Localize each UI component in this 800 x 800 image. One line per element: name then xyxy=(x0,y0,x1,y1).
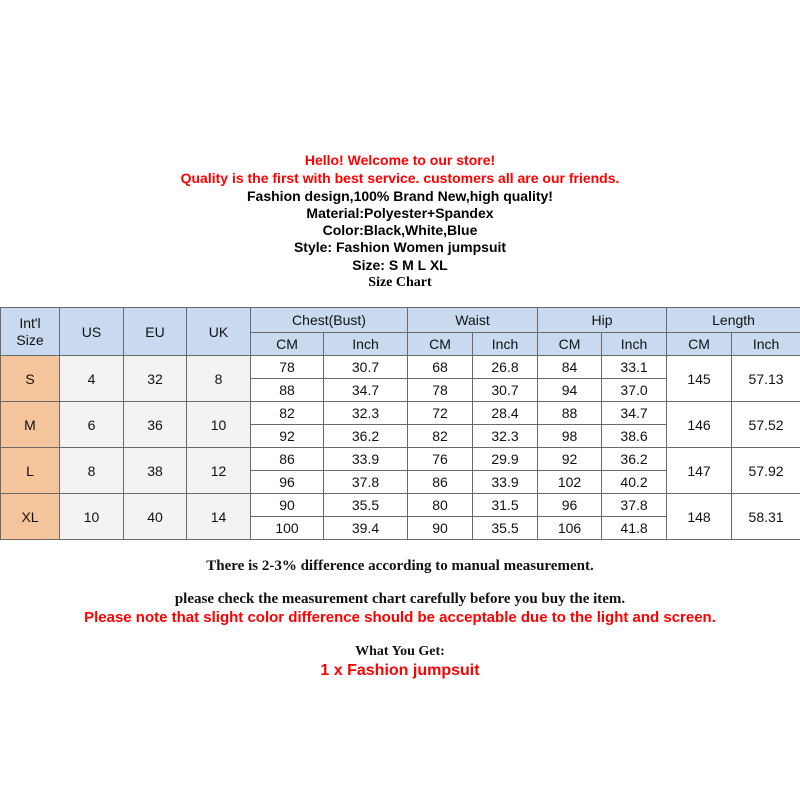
waist-cm-cell: 68 xyxy=(408,356,473,379)
package-item: 1 x Fashion jumpsuit xyxy=(320,662,480,679)
uk-cell: 14 xyxy=(187,494,251,540)
hip-cm-cell: 94 xyxy=(538,379,602,402)
size-cell: M xyxy=(1,402,60,448)
chest-cm-header: CM xyxy=(251,333,324,356)
waist-cm-cell: 72 xyxy=(408,402,473,425)
hip-cm-cell: 98 xyxy=(538,425,602,448)
hip-cm-cell: 96 xyxy=(538,494,602,517)
style-line: Style: Fashion Women jumpsuit xyxy=(293,239,507,255)
us-cell: 6 xyxy=(60,402,124,448)
design-line: Fashion design,100% Brand New,high quality! xyxy=(247,188,553,204)
hip-inch-cell: 40.2 xyxy=(602,471,667,494)
waist-cm-cell: 82 xyxy=(408,425,473,448)
waist-inch-cell: 32.3 xyxy=(473,425,538,448)
chest-cm-cell: 100 xyxy=(251,517,324,540)
waist-header: Waist xyxy=(408,308,538,333)
chest-cm-cell: 86 xyxy=(251,448,324,471)
size-cell: L xyxy=(1,448,60,494)
uk-cell: 10 xyxy=(187,402,251,448)
table-row xyxy=(1,402,800,425)
quality-line: Quality is the first with best service. customers all are our friends. xyxy=(180,170,620,186)
waist-cm-cell: 90 xyxy=(408,517,473,540)
length-cm-header: CM xyxy=(667,333,732,356)
waist-inch-cell: 29.9 xyxy=(473,448,538,471)
length-cm-cell: 148 xyxy=(667,494,732,540)
eu-cell: 38 xyxy=(124,448,187,494)
waist-inch-cell: 30.7 xyxy=(473,379,538,402)
chest-cm-cell: 82 xyxy=(251,402,324,425)
chest-inch-cell: 34.7 xyxy=(324,379,408,402)
hip-header: Hip xyxy=(538,308,667,333)
uk-header: UK xyxy=(187,308,251,356)
color-difference-note: Please note that slight color difference should be acceptable due to the light and screen. xyxy=(84,609,716,626)
size-cell: XL xyxy=(1,494,60,540)
waist-inch-cell: 31.5 xyxy=(473,494,538,517)
us-cell: 4 xyxy=(60,356,124,402)
table-row xyxy=(1,356,800,379)
size-label: Size xyxy=(16,331,44,348)
what-you-get-label: What You Get: xyxy=(355,644,445,659)
waist-inch-cell: 35.5 xyxy=(473,517,538,540)
hip-inch-cell: 37.0 xyxy=(602,379,667,402)
waist-inch-cell: 33.9 xyxy=(473,471,538,494)
waist-cm-header: CM xyxy=(408,333,473,356)
chest-cm-cell: 92 xyxy=(251,425,324,448)
hip-inch-cell: 36.2 xyxy=(602,448,667,471)
hip-cm-header: CM xyxy=(538,333,602,356)
uk-cell: 8 xyxy=(187,356,251,402)
intl-size-header xyxy=(1,308,60,356)
waist-cm-cell: 76 xyxy=(408,448,473,471)
size-cell: S xyxy=(1,356,60,402)
hip-cm-cell: 92 xyxy=(538,448,602,471)
chest-inch-cell: 32.3 xyxy=(324,402,408,425)
hip-inch-cell: 41.8 xyxy=(602,517,667,540)
length-inch-cell: 57.52 xyxy=(732,402,800,448)
waist-inch-cell: 26.8 xyxy=(473,356,538,379)
chest-cm-cell: 96 xyxy=(251,471,324,494)
us-cell: 10 xyxy=(60,494,124,540)
length-inch-header: Inch xyxy=(732,333,800,356)
table-row xyxy=(1,448,800,471)
eu-header: EU xyxy=(124,308,187,356)
waist-cm-cell: 86 xyxy=(408,471,473,494)
chest-cm-cell: 88 xyxy=(251,379,324,402)
waist-cm-cell: 80 xyxy=(408,494,473,517)
chest-inch-cell: 35.5 xyxy=(324,494,408,517)
hip-inch-cell: 38.6 xyxy=(602,425,667,448)
hip-inch-cell: 37.8 xyxy=(602,494,667,517)
chest-header: Chest(Bust) xyxy=(251,308,408,333)
chest-inch-header: Inch xyxy=(324,333,408,356)
hip-cm-cell: 84 xyxy=(538,356,602,379)
length-inch-cell: 57.13 xyxy=(732,356,800,402)
length-cm-cell: 147 xyxy=(667,448,732,494)
hip-cm-cell: 88 xyxy=(538,402,602,425)
us-header: US xyxy=(60,308,124,356)
color-line: Color:Black,White,Blue xyxy=(322,222,478,238)
length-header: Length xyxy=(667,308,800,333)
measurement-difference-note: There is 2-3% difference according to manual measurement. xyxy=(206,558,594,574)
hip-cm-cell: 106 xyxy=(538,517,602,540)
length-cm-cell: 145 xyxy=(667,356,732,402)
waist-cm-cell: 78 xyxy=(408,379,473,402)
header-row-groups xyxy=(1,308,800,333)
hip-inch-cell: 33.1 xyxy=(602,356,667,379)
hip-cm-cell: 102 xyxy=(538,471,602,494)
eu-cell: 32 xyxy=(124,356,187,402)
welcome-line: Hello! Welcome to our store! xyxy=(304,152,496,168)
uk-cell: 12 xyxy=(187,448,251,494)
chest-inch-cell: 36.2 xyxy=(324,425,408,448)
size-chart-table xyxy=(0,307,800,540)
length-cm-cell: 146 xyxy=(667,402,732,448)
table-row xyxy=(1,494,800,517)
chest-cm-cell: 78 xyxy=(251,356,324,379)
hip-inch-header: Inch xyxy=(602,333,667,356)
waist-inch-cell: 28.4 xyxy=(473,402,538,425)
eu-cell: 40 xyxy=(124,494,187,540)
chest-inch-cell: 37.8 xyxy=(324,471,408,494)
us-cell: 8 xyxy=(60,448,124,494)
check-chart-note: please check the measurement chart carefully before you buy the item. xyxy=(174,591,626,607)
size-chart-title: Size Chart xyxy=(368,275,432,290)
material-line: Material:Polyester+Spandex xyxy=(306,205,494,221)
intl-label: Int'l xyxy=(19,314,41,331)
chest-inch-cell: 39.4 xyxy=(324,517,408,540)
chest-cm-cell: 90 xyxy=(251,494,324,517)
length-inch-cell: 57.92 xyxy=(732,448,800,494)
size-line: Size: S M L XL xyxy=(352,257,448,273)
waist-inch-header: Inch xyxy=(473,333,538,356)
eu-cell: 36 xyxy=(124,402,187,448)
hip-inch-cell: 34.7 xyxy=(602,402,667,425)
chest-inch-cell: 33.9 xyxy=(324,448,408,471)
length-inch-cell: 58.31 xyxy=(732,494,800,540)
chest-inch-cell: 30.7 xyxy=(324,356,408,379)
